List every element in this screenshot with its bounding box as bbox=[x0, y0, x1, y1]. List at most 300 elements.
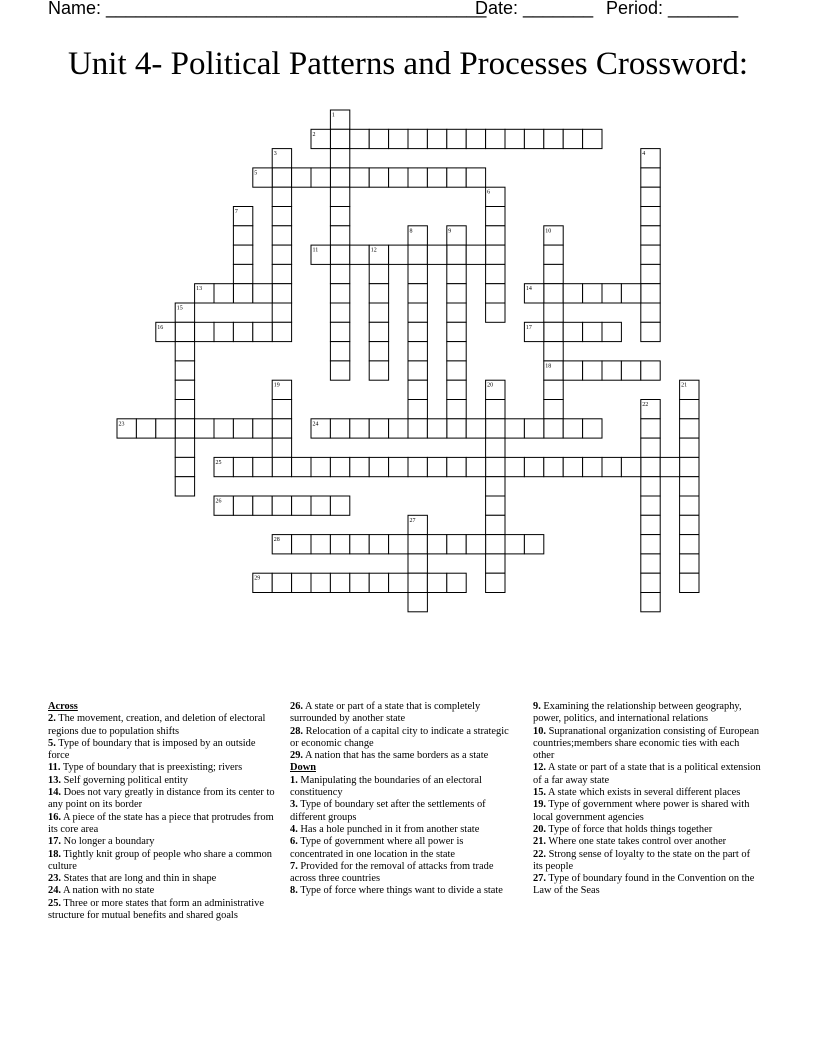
clue-number: 19. bbox=[533, 799, 546, 811]
grid-cell[interactable] bbox=[369, 342, 388, 361]
grid-cell[interactable] bbox=[680, 419, 699, 438]
grid-cell[interactable] bbox=[486, 400, 505, 419]
grid-cell[interactable] bbox=[408, 322, 427, 341]
cell-number: 6 bbox=[487, 189, 491, 196]
grid-cell[interactable] bbox=[175, 400, 194, 419]
grid-cell[interactable] bbox=[524, 457, 543, 476]
clue-section-heading: Down bbox=[290, 762, 316, 774]
grid-cell[interactable] bbox=[195, 419, 214, 438]
grid-cell[interactable] bbox=[641, 207, 660, 226]
grid-cell[interactable] bbox=[175, 361, 194, 380]
grid-cell[interactable] bbox=[408, 168, 427, 187]
grid-cell[interactable] bbox=[680, 515, 699, 534]
grid-cell[interactable] bbox=[175, 342, 194, 361]
grid-cell[interactable] bbox=[272, 419, 291, 438]
grid-cell[interactable] bbox=[214, 284, 233, 303]
grid-cell[interactable] bbox=[641, 168, 660, 187]
grid-cell[interactable] bbox=[369, 322, 388, 341]
grid-cell[interactable] bbox=[369, 129, 388, 148]
grid-cell[interactable] bbox=[389, 129, 408, 148]
grid-cell[interactable] bbox=[233, 496, 252, 515]
grid-cell[interactable] bbox=[641, 573, 660, 592]
grid-cell[interactable] bbox=[272, 245, 291, 264]
clue-text: Type of boundary found in the Convention on the Law of the Seas bbox=[533, 873, 755, 897]
grid-cell[interactable] bbox=[311, 573, 330, 592]
grid-cell[interactable] bbox=[175, 438, 194, 457]
clue-item bbox=[533, 873, 761, 898]
grid-cell[interactable] bbox=[292, 535, 311, 554]
grid-cell[interactable] bbox=[330, 496, 349, 515]
grid-cell[interactable] bbox=[330, 573, 349, 592]
grid-cell[interactable] bbox=[447, 342, 466, 361]
grid-cell[interactable] bbox=[292, 496, 311, 515]
grid-cell[interactable] bbox=[524, 419, 543, 438]
cell-number: 28 bbox=[273, 537, 280, 544]
grid-cell[interactable] bbox=[486, 264, 505, 283]
clue-item bbox=[290, 836, 516, 861]
grid-cell[interactable] bbox=[486, 284, 505, 303]
clue-column-1 bbox=[48, 701, 276, 922]
grid-cell[interactable] bbox=[447, 380, 466, 399]
clue-number: 1. bbox=[290, 774, 298, 786]
grid-cell[interactable] bbox=[330, 284, 349, 303]
grid-cell[interactable] bbox=[330, 457, 349, 476]
grid-cell[interactable] bbox=[408, 129, 427, 148]
grid-cell[interactable] bbox=[330, 264, 349, 283]
grid-cell[interactable] bbox=[156, 419, 175, 438]
clue-number: 21. bbox=[533, 836, 546, 848]
grid-cell[interactable] bbox=[641, 245, 660, 264]
grid-cell[interactable] bbox=[350, 535, 369, 554]
period-field-label[interactable]: Period: _______ bbox=[606, 0, 739, 18]
clue-item bbox=[533, 762, 761, 787]
clue-item bbox=[48, 713, 276, 738]
grid-cell[interactable] bbox=[272, 322, 291, 341]
cell-number: 26 bbox=[215, 498, 222, 505]
cell-number: 21 bbox=[681, 382, 688, 389]
grid-cell[interactable] bbox=[544, 129, 563, 148]
grid-cell[interactable] bbox=[641, 457, 660, 476]
grid-cell[interactable] bbox=[524, 535, 543, 554]
grid-cell[interactable] bbox=[466, 457, 485, 476]
grid-cell[interactable] bbox=[486, 303, 505, 322]
grid-cell[interactable] bbox=[544, 303, 563, 322]
grid-cell[interactable] bbox=[330, 149, 349, 168]
grid-cell[interactable] bbox=[505, 535, 524, 554]
clue-item bbox=[533, 836, 761, 848]
grid-cell[interactable] bbox=[680, 477, 699, 496]
grid-cell[interactable] bbox=[272, 226, 291, 245]
cell-number: 29 bbox=[254, 575, 261, 582]
grid-cell[interactable] bbox=[369, 535, 388, 554]
grid-cell[interactable] bbox=[563, 129, 582, 148]
cell-number: 5 bbox=[254, 170, 258, 177]
grid-cell[interactable] bbox=[583, 322, 602, 341]
grid-cell[interactable] bbox=[292, 457, 311, 476]
grid-cell[interactable] bbox=[311, 496, 330, 515]
grid-cell[interactable] bbox=[350, 573, 369, 592]
clue-number: 4. bbox=[290, 823, 298, 835]
grid-cell[interactable] bbox=[486, 496, 505, 515]
grid-cell[interactable] bbox=[447, 322, 466, 341]
grid-cell[interactable] bbox=[272, 168, 291, 187]
grid-cell[interactable] bbox=[486, 226, 505, 245]
name-field-label[interactable]: Name: ______________________________________ bbox=[48, 0, 487, 18]
clue-text: Self governing political entity bbox=[63, 774, 188, 786]
grid-cell[interactable] bbox=[466, 535, 485, 554]
grid-cell[interactable] bbox=[292, 168, 311, 187]
grid-cell[interactable] bbox=[524, 129, 543, 148]
grid-cell[interactable] bbox=[427, 419, 446, 438]
clue-text: Where one state takes control over another bbox=[548, 836, 727, 848]
grid-cell[interactable] bbox=[233, 264, 252, 283]
clue-number: 16. bbox=[48, 811, 61, 823]
grid-cell[interactable] bbox=[214, 322, 233, 341]
cell-number: 15 bbox=[176, 305, 183, 312]
grid-cell[interactable] bbox=[486, 554, 505, 573]
grid-cell[interactable] bbox=[544, 380, 563, 399]
grid-cell[interactable] bbox=[330, 361, 349, 380]
grid-cell[interactable] bbox=[330, 419, 349, 438]
cell-number: 10 bbox=[545, 228, 552, 235]
grid-cell[interactable] bbox=[408, 535, 427, 554]
grid-cell[interactable] bbox=[350, 168, 369, 187]
grid-cell[interactable] bbox=[563, 361, 582, 380]
clue-item bbox=[533, 849, 761, 874]
grid-cell[interactable] bbox=[621, 284, 640, 303]
cell-number: 19 bbox=[273, 382, 280, 389]
grid-cell[interactable] bbox=[621, 361, 640, 380]
grid-cell[interactable] bbox=[311, 457, 330, 476]
grid-cell[interactable] bbox=[369, 573, 388, 592]
grid-cell[interactable] bbox=[602, 322, 621, 341]
clue-item bbox=[48, 812, 276, 837]
grid-cell[interactable] bbox=[447, 303, 466, 322]
grid-cell[interactable] bbox=[175, 457, 194, 476]
grid-cell[interactable] bbox=[602, 284, 621, 303]
clue-text: Has a hole punched in it from another state bbox=[300, 823, 480, 835]
grid-cell[interactable] bbox=[660, 457, 679, 476]
grid-cell[interactable] bbox=[680, 400, 699, 419]
grid-cell[interactable] bbox=[408, 593, 427, 612]
grid-cell[interactable] bbox=[583, 457, 602, 476]
grid-cell[interactable] bbox=[330, 245, 349, 264]
grid-cell[interactable] bbox=[427, 245, 446, 264]
grid-cell[interactable] bbox=[408, 457, 427, 476]
clue-column-3 bbox=[533, 701, 761, 898]
grid-cell[interactable] bbox=[466, 245, 485, 264]
grid-cell[interactable] bbox=[563, 322, 582, 341]
grid-cell[interactable] bbox=[408, 361, 427, 380]
grid-cell[interactable] bbox=[369, 361, 388, 380]
grid-cell[interactable] bbox=[563, 419, 582, 438]
grid-cell[interactable] bbox=[408, 284, 427, 303]
clue-item bbox=[48, 762, 276, 774]
grid-cell[interactable] bbox=[330, 535, 349, 554]
grid-cell[interactable] bbox=[641, 284, 660, 303]
grid-cell[interactable] bbox=[311, 168, 330, 187]
grid-cell[interactable] bbox=[427, 573, 446, 592]
grid-cell[interactable] bbox=[389, 419, 408, 438]
grid-cell[interactable] bbox=[621, 457, 640, 476]
grid-cell[interactable] bbox=[408, 573, 427, 592]
grid-cell[interactable] bbox=[583, 419, 602, 438]
grid-cell[interactable] bbox=[466, 168, 485, 187]
grid-cell[interactable] bbox=[253, 496, 272, 515]
grid-cell[interactable] bbox=[427, 168, 446, 187]
clue-item bbox=[533, 787, 761, 799]
grid-cell[interactable] bbox=[505, 129, 524, 148]
grid-cell[interactable] bbox=[233, 226, 252, 245]
grid-cell[interactable] bbox=[233, 322, 252, 341]
grid-cell[interactable] bbox=[330, 168, 349, 187]
grid-cell[interactable] bbox=[292, 573, 311, 592]
grid-cell[interactable] bbox=[486, 573, 505, 592]
grid-cell[interactable] bbox=[214, 419, 233, 438]
grid-cell[interactable] bbox=[447, 245, 466, 264]
grid-cell[interactable] bbox=[253, 457, 272, 476]
grid-cell[interactable] bbox=[369, 264, 388, 283]
clue-text: A state or part of a state that is a political extension of a far away state bbox=[533, 762, 761, 786]
grid-cell[interactable] bbox=[330, 322, 349, 341]
cell-number: 24 bbox=[312, 421, 319, 428]
grid-cell[interactable] bbox=[641, 226, 660, 245]
grid-cell[interactable] bbox=[272, 573, 291, 592]
grid-cell[interactable] bbox=[544, 457, 563, 476]
grid-cell[interactable] bbox=[389, 457, 408, 476]
grid-cell[interactable] bbox=[641, 593, 660, 612]
grid-cell[interactable] bbox=[408, 245, 427, 264]
clue-number: 2. bbox=[48, 713, 56, 725]
clue-item bbox=[48, 775, 276, 787]
cell-number: 27 bbox=[409, 517, 416, 524]
cell-number: 12 bbox=[370, 247, 377, 254]
clue-item bbox=[290, 726, 516, 751]
grid-cell[interactable] bbox=[136, 419, 155, 438]
grid-cell[interactable] bbox=[330, 187, 349, 206]
grid-cell[interactable] bbox=[602, 361, 621, 380]
grid-cell[interactable] bbox=[486, 535, 505, 554]
clue-text: Type of force where things want to divide a state bbox=[300, 885, 503, 897]
grid-cell[interactable] bbox=[486, 515, 505, 534]
grid-cell[interactable] bbox=[466, 419, 485, 438]
grid-cell[interactable] bbox=[544, 245, 563, 264]
grid-cell[interactable] bbox=[408, 380, 427, 399]
grid-cell[interactable] bbox=[505, 419, 524, 438]
clue-text: A nation with no state bbox=[63, 885, 155, 897]
clue-number: 26. bbox=[290, 701, 303, 712]
grid-cell[interactable] bbox=[253, 322, 272, 341]
grid-cell[interactable] bbox=[253, 284, 272, 303]
grid-cell[interactable] bbox=[680, 535, 699, 554]
clue-item bbox=[533, 726, 761, 763]
grid-cell[interactable] bbox=[175, 322, 194, 341]
grid-cell[interactable] bbox=[272, 400, 291, 419]
grid-cell[interactable] bbox=[272, 457, 291, 476]
grid-cell[interactable] bbox=[175, 419, 194, 438]
grid-cell[interactable] bbox=[641, 419, 660, 438]
clue-text: A nation that has the same borders as a state bbox=[305, 750, 489, 762]
grid-cell[interactable] bbox=[466, 129, 485, 148]
grid-cell[interactable] bbox=[486, 438, 505, 457]
grid-cell[interactable] bbox=[641, 187, 660, 206]
clue-item bbox=[533, 799, 761, 824]
grid-cell[interactable] bbox=[641, 438, 660, 457]
grid-cell[interactable] bbox=[447, 419, 466, 438]
grid-cell[interactable] bbox=[311, 535, 330, 554]
grid-cell[interactable] bbox=[447, 264, 466, 283]
grid-cell[interactable] bbox=[486, 457, 505, 476]
grid-cell[interactable] bbox=[272, 284, 291, 303]
grid-cell[interactable] bbox=[505, 457, 524, 476]
grid-cell[interactable] bbox=[427, 457, 446, 476]
grid-cell[interactable] bbox=[447, 168, 466, 187]
grid-cell[interactable] bbox=[641, 264, 660, 283]
clue-item bbox=[48, 836, 276, 848]
grid-cell[interactable] bbox=[330, 129, 349, 148]
clue-number: 10. bbox=[533, 725, 546, 737]
grid-cell[interactable] bbox=[486, 477, 505, 496]
clue-item bbox=[48, 885, 276, 897]
cell-number: 14 bbox=[525, 286, 532, 293]
grid-cell[interactable] bbox=[408, 419, 427, 438]
clue-number: 7. bbox=[290, 860, 298, 872]
grid-cell[interactable] bbox=[641, 322, 660, 341]
clue-number: 29. bbox=[290, 750, 303, 762]
grid-cell[interactable] bbox=[272, 303, 291, 322]
grid-cell[interactable] bbox=[233, 245, 252, 264]
grid-cell[interactable] bbox=[641, 477, 660, 496]
grid-cell[interactable] bbox=[641, 303, 660, 322]
grid-cell[interactable] bbox=[350, 457, 369, 476]
grid-cell[interactable] bbox=[175, 380, 194, 399]
grid-cell[interactable] bbox=[272, 496, 291, 515]
clue-text: Manipulating the boundaries of an electoral constituency bbox=[290, 774, 482, 799]
clue-number: 3. bbox=[290, 799, 298, 811]
grid-cell[interactable] bbox=[330, 226, 349, 245]
grid-cell[interactable] bbox=[369, 284, 388, 303]
grid-cell[interactable] bbox=[408, 264, 427, 283]
grid-cell[interactable] bbox=[408, 400, 427, 419]
clue-item bbox=[533, 824, 761, 836]
grid-cell[interactable] bbox=[272, 438, 291, 457]
grid-cell[interactable] bbox=[641, 535, 660, 554]
grid-cell[interactable] bbox=[544, 284, 563, 303]
grid-cell[interactable] bbox=[330, 342, 349, 361]
grid-cell[interactable] bbox=[447, 400, 466, 419]
grid-cell[interactable] bbox=[253, 419, 272, 438]
grid-cell[interactable] bbox=[350, 245, 369, 264]
grid-cell[interactable] bbox=[447, 129, 466, 148]
grid-cell[interactable] bbox=[369, 457, 388, 476]
grid-cell[interactable] bbox=[641, 496, 660, 515]
grid-cell[interactable] bbox=[447, 457, 466, 476]
grid-cell[interactable] bbox=[544, 342, 563, 361]
grid-cell[interactable] bbox=[447, 573, 466, 592]
grid-cell[interactable] bbox=[427, 129, 446, 148]
grid-cell[interactable] bbox=[389, 168, 408, 187]
grid-cell[interactable] bbox=[583, 129, 602, 148]
grid-cell[interactable] bbox=[389, 245, 408, 264]
clue-item bbox=[290, 885, 516, 897]
grid-cell[interactable] bbox=[544, 264, 563, 283]
grid-cell[interactable] bbox=[641, 361, 660, 380]
grid-cell[interactable] bbox=[175, 477, 194, 496]
clue-number: 12. bbox=[533, 762, 546, 774]
clue-item bbox=[48, 738, 276, 763]
date-field-label[interactable]: Date: _______ bbox=[475, 0, 594, 18]
clue-text: No longer a boundary bbox=[63, 836, 155, 848]
grid-cell[interactable] bbox=[369, 168, 388, 187]
clue-text: Three or more states that form an administrative structure for mutual benefits and shared goals bbox=[48, 897, 264, 922]
cell-number: 2 bbox=[312, 131, 316, 138]
grid-cell[interactable] bbox=[447, 535, 466, 554]
clue-number: 25. bbox=[48, 897, 61, 909]
grid-cell[interactable] bbox=[602, 457, 621, 476]
grid-cell[interactable] bbox=[408, 554, 427, 573]
clue-text: The movement, creation, and deletion of electoral regions due to population shifts bbox=[48, 713, 266, 737]
grid-cell[interactable] bbox=[544, 419, 563, 438]
grid-cell[interactable] bbox=[447, 361, 466, 380]
grid-cell[interactable] bbox=[544, 400, 563, 419]
clue-number: 20. bbox=[533, 823, 546, 835]
grid-cell[interactable] bbox=[583, 284, 602, 303]
clue-number: 11. bbox=[48, 762, 61, 774]
clue-item bbox=[48, 898, 276, 923]
grid-cell[interactable] bbox=[233, 284, 252, 303]
grid-cell[interactable] bbox=[680, 496, 699, 515]
grid-cell[interactable] bbox=[486, 245, 505, 264]
grid-cell[interactable] bbox=[408, 303, 427, 322]
grid-cell[interactable] bbox=[389, 535, 408, 554]
clue-text: A piece of the state has a piece that protrudes from its core area bbox=[48, 811, 274, 835]
grid-cell[interactable] bbox=[195, 322, 214, 341]
grid-cell[interactable] bbox=[389, 573, 408, 592]
grid-cell[interactable] bbox=[563, 284, 582, 303]
grid-cell[interactable] bbox=[350, 129, 369, 148]
grid-cell[interactable] bbox=[641, 515, 660, 534]
grid-cell[interactable] bbox=[680, 438, 699, 457]
cell-number: 17 bbox=[525, 324, 532, 331]
grid-cell[interactable] bbox=[369, 419, 388, 438]
grid-cell[interactable] bbox=[272, 264, 291, 283]
grid-cell[interactable] bbox=[330, 207, 349, 226]
grid-cell[interactable] bbox=[369, 303, 388, 322]
grid-cell[interactable] bbox=[427, 535, 446, 554]
grid-cell[interactable] bbox=[486, 419, 505, 438]
grid-cell[interactable] bbox=[408, 342, 427, 361]
grid-cell[interactable] bbox=[272, 207, 291, 226]
grid-cell[interactable] bbox=[447, 284, 466, 303]
clue-column-2 bbox=[290, 701, 516, 898]
grid-cell[interactable] bbox=[486, 129, 505, 148]
grid-cell[interactable] bbox=[563, 457, 582, 476]
cell-number: 9 bbox=[448, 228, 452, 235]
grid-cell[interactable] bbox=[272, 187, 291, 206]
grid-cell[interactable] bbox=[350, 419, 369, 438]
grid-cell[interactable] bbox=[583, 361, 602, 380]
grid-cell[interactable] bbox=[233, 457, 252, 476]
clue-item bbox=[290, 799, 516, 824]
grid-cell[interactable] bbox=[233, 419, 252, 438]
grid-cell[interactable] bbox=[330, 303, 349, 322]
grid-cell[interactable] bbox=[486, 207, 505, 226]
grid-cell[interactable] bbox=[680, 457, 699, 476]
grid-cell[interactable] bbox=[680, 554, 699, 573]
grid-cell[interactable] bbox=[680, 573, 699, 592]
grid-cell[interactable] bbox=[544, 322, 563, 341]
grid-cell[interactable] bbox=[641, 554, 660, 573]
